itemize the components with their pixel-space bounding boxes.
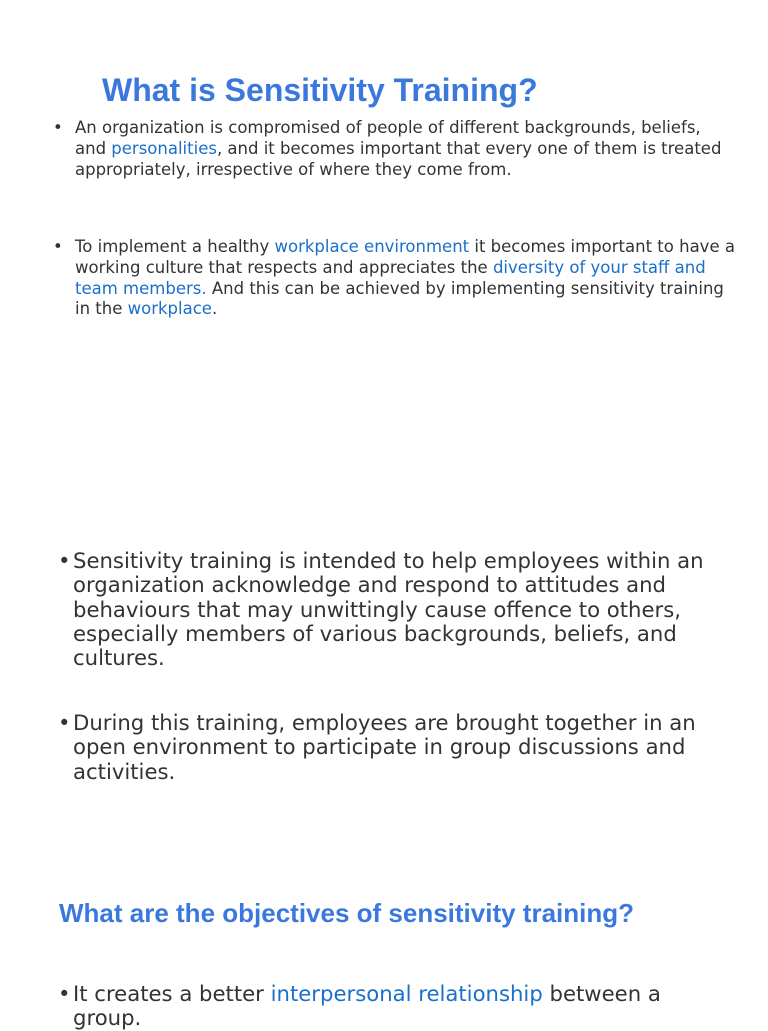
text-run: To implement a healthy: [75, 237, 275, 256]
bullet-icon: •: [53, 237, 63, 256]
section-heading-objectives: What are the objectives of sensitivity training?: [59, 898, 635, 928]
text-run: An organization is compromised of people of different backgrounds, beliefs, and: [75, 118, 701, 158]
text-run: between a group.: [73, 981, 661, 1031]
list-item-text: [73, 982, 723, 1031]
bullet-icon: •: [58, 981, 71, 1006]
text-run: .: [211, 299, 218, 319]
list-item-text: During this training, employees are brought together in an open environment to participate in group discussions and activities.: [73, 710, 696, 784]
list-item-intent: [58, 548, 723, 671]
text-run: , and it becomes important that every one of them is treated appropriately, irrespective of where they come from.: [75, 138, 722, 179]
list-item-text: [75, 237, 735, 320]
list-item-text: Sensitivity training is intended to help employees within an organization acknowledge and respond to attitudes and behaviours that may unwittingly cause offence to others, especially members of various backgrounds, beliefs, and cultures.: [73, 548, 704, 671]
bullet-icon: •: [58, 710, 71, 735]
text-run: It creates a better: [73, 981, 271, 1006]
diversity-link[interactable]: diversity of your staff and team members.: [75, 257, 706, 298]
workplace-link[interactable]: workplace: [127, 299, 212, 319]
bullet-icon: •: [58, 548, 71, 573]
personalities-link[interactable]: personalities: [111, 138, 217, 158]
list-item-during-training: [58, 710, 723, 784]
workplace-environment-link[interactable]: workplace environment: [274, 237, 470, 256]
list-item-organization: [53, 118, 735, 180]
text-run: it becomes important to have a working culture that respects and appreciates the: [75, 237, 735, 277]
interpersonal-relationship-link[interactable]: interpersonal relationship: [270, 981, 543, 1006]
bullet-icon: •: [53, 118, 63, 137]
list-item-relationship: [58, 981, 723, 1031]
page-title: What is Sensitivity Training?: [102, 72, 538, 108]
list-item-workplace: [53, 237, 735, 320]
list-item-text: [75, 118, 735, 180]
text-run: And this can be achieved by implementing sensitivity training in the: [75, 278, 724, 319]
